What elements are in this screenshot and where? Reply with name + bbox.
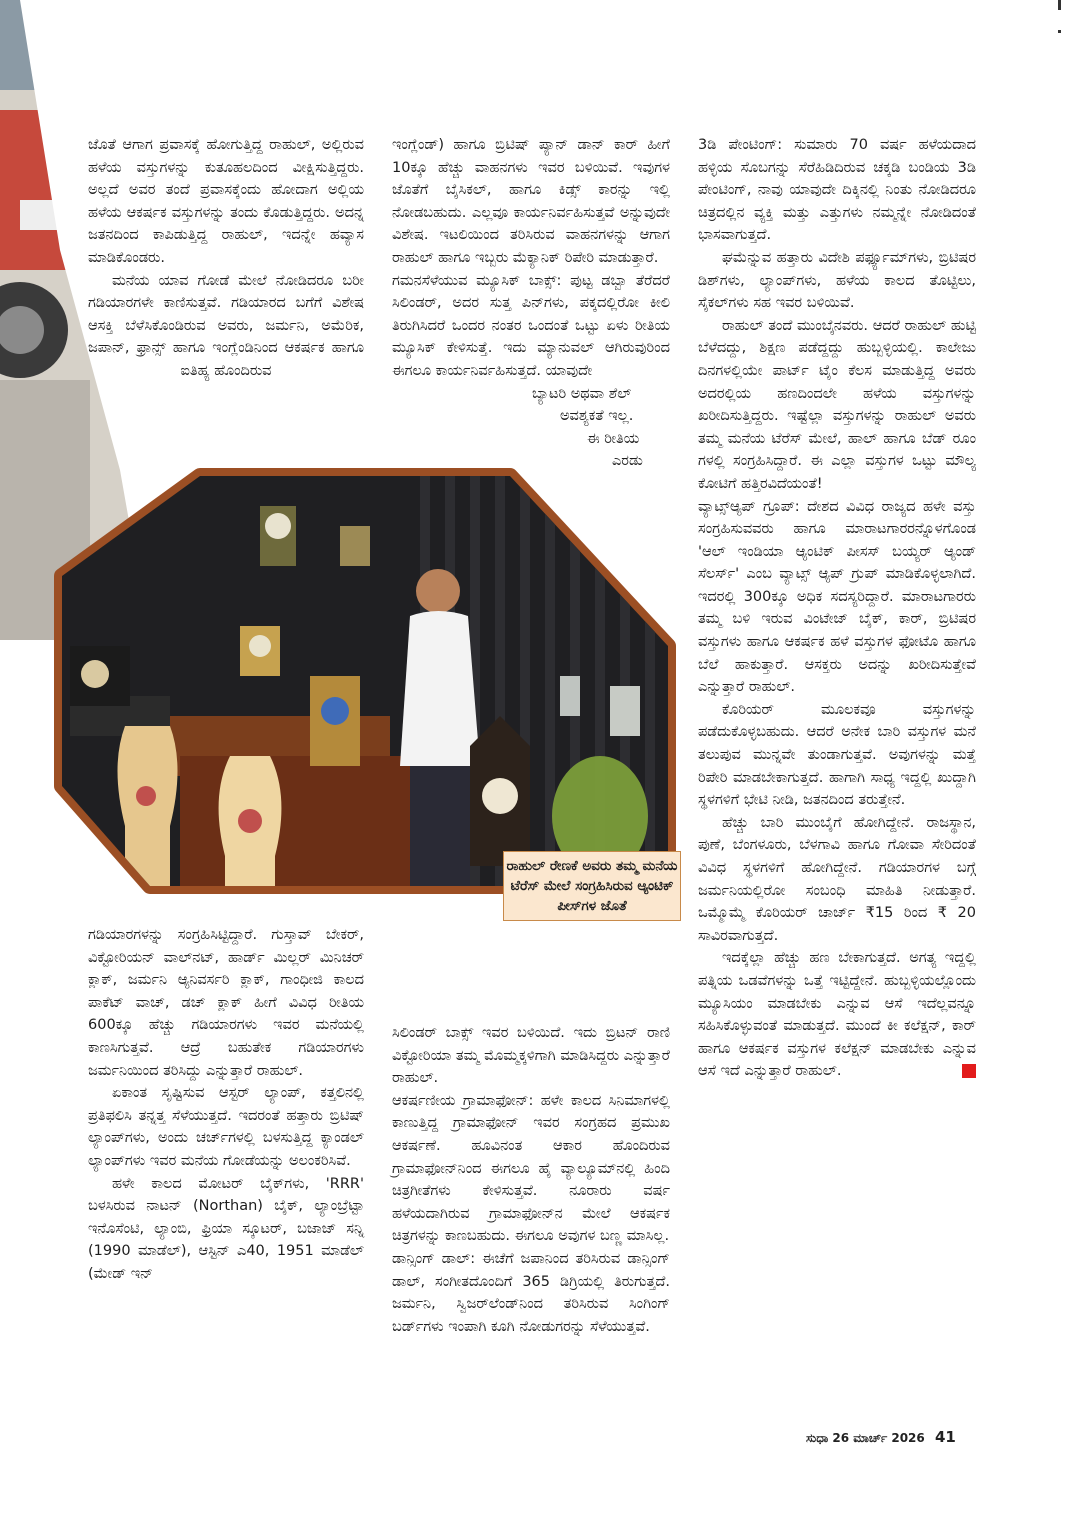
paragraph-wrap-line: ಬ್ಯಾಟರಿ ಅಥವಾ ಶೆಲ್ bbox=[532, 385, 632, 402]
crop-mark-icon bbox=[1058, 30, 1061, 33]
paragraph: ರಾಹುಲ್ ತಂದೆ ಮುಂಬೈನವರು. ಆದರೆ ರಾಹುಲ್ ಹುಟ್ಟಿ ಬೆಳೆದದ್ದು, ಶಿಕ್ಷಣ ಪಡೆದ್ದದ್ದು ಹುಬ್ಬಳ್ಳಿಯಲ್ಲಿ. ಕಾಲೇಜು ದಿನಗಳಲ್ಲಿಯೇ ಪಾರ್ಟ್ ಟೈಂ ಕೆಲಸ ಮಾಡುತ್ತಿದ್ದ ಅವರು ಅದರಲ್ಲಿಯ ಹಣದಿಂದಲೇ ಹಳೆಯ ವಸ್ತುಗಳನ್ನು ಖರೀದಿಸುತ್ತಿದ್ದರು. ಇಷ್ಟೆಲ್ಲಾ ವಸ್ತುಗಳನ್ನು ರಾಹುಲ್ ಅವರು ತಮ್ಮ ಮನೆಯ ಟೆರೆಸ್ ಮೇಲೆ, ಹಾಲ್ ಹಾಗೂ ಬೆಡ್ ರೂಂ ಗಳಲ್ಲಿ ಸಂಗ್ರಹಿಸಿದ್ದಾರೆ. ಈ ಎಲ್ಲಾ ವಸ್ತುಗಳ ಒಟ್ಟು ಮೌಲ್ಯ ಕೋಟಿಗೆ ಹತ್ತಿರವಿದೆಯಂತೆ! bbox=[698, 317, 976, 492]
paragraph-text: ಇದಕ್ಕೆಲ್ಲಾ ಹೆಚ್ಚು ಹಣ ಬೇಕಾಗುತ್ತದೆ. ಅಗತ್ಯ ಇದ್ದಲ್ಲಿ ಪತ್ನಿಯ ಒಡವೆಗಳನ್ನು ಒತ್ತೆ ಇಟ್ಟಿದ್ದೇನೆ. ಹುಬ್ಬಳ್ಳಿಯಲ್ಲೊಂದು ಮ್ಯೂಸಿಯಂ ಮಾಡಬೇಕು ಎನ್ನುವ ಆಸೆ ಇದೆಲ್ಲವನ್ನೂ ಸಹಿಸಿಕೊಳ್ಳುವಂತೆ ಮಾಡುತ್ತದೆ. ಮುಂದೆ ಕೀ ಕಲೆಕ್ಷನ್, ಕಾರ್ ಹಾಗೂ ಆಕರ್ಷಕ ವಸ್ತುಗಳ ಕಲೆಕ್ಷನ್ ಮಾಡಬೇಕು ಎನ್ನುವ ಆಸೆ ಇದೆ ಎನ್ನುತ್ತಾರೆ ರಾಹುಲ್. bbox=[698, 950, 976, 1080]
paragraph bbox=[698, 947, 976, 1083]
paragraph-3d-painting: 3ಡಿ ಪೇಂಟಿಂಗ್: ಸುಮಾರು 70 ವರ್ಷ ಹಳೆಯದಾದ ಹಳ್ಳಿಯ ಸೊಬಗನ್ನು ಸೆರೆಹಿಡಿದಿರುವ ಚಕ್ಕಡಿ ಬಂಡಿಯ 3ಡಿ ಪೇಂಟಿಂಗ್, ನಾವು ಯಾವುದೇ ದಿಕ್ಕಿನಲ್ಲಿ ನಿಂತು ನೋಡಿದರೂ ಚಿತ್ರದಲ್ಲಿನ ವ್ಯಕ್ತಿ ಮತ್ತು ಎತ್ತುಗಳು ನಮ್ಮನ್ನೇ ನೋಡಿದಂತೆ ಭಾಸವಾಗುತ್ತದೆ. bbox=[698, 137, 976, 244]
paragraph-gramophone: ಆಕರ್ಷಣೀಯ ಗ್ರಾಮಾಫೋನ್: ಹಳೇ ಕಾಲದ ಸಿನಿಮಾಗಳಲ್ಲಿ ಕಾಣುತ್ತಿದ್ದ ಗ್ರಾಮಾಫೋನ್ ಇವರ ಸಂಗ್ರಹದ ಪ್ರಮುಖ ಆಕರ್ಷಣೆ. ಹೂವಿನಂತ ಆಕಾರ ಹೊಂದಿರುವ ಗ್ರಾಮಾಫೋನ್‌ನಿಂದ ಈಗಲೂ ಹೈ ವ್ಯಾಲ್ಯೂಮ್‌ನಲ್ಲಿ ಹಿಂದಿ ಚಿತ್ರಗೀತೆಗಳು ಕೇಳಿಸುತ್ತವೆ. ನೂರಾರು ವರ್ಷ ಹಳೆಯದಾಗಿರುವ ಗ್ರಾಮಾಫೋನ್‌ನ ಮೇಲೆ ಆಕರ್ಷಕ ಚಿತ್ರಗಳನ್ನು ಕಾಣಬಹುದು. ಈಗಲೂ ಅವುಗಳ ಬಣ್ಣ ಮಾಸಿಲ್ಲ. bbox=[392, 1092, 670, 1245]
crop-mark-icon bbox=[1058, 0, 1061, 10]
page-footer bbox=[806, 1428, 956, 1446]
paragraph-whatsapp-group: ವ್ಯಾಟ್ಸ್‌ಆ್ಯಪ್ ಗ್ರೂಪ್: ದೇಶದ ವಿವಿಧ ರಾಜ್ಯದ ಹಳೇ ವಸ್ತು ಸಂಗ್ರಹಿಸುವವರು ಹಾಗೂ ಮಾರಾಟಗಾರರನ್ನೊಳಗೊಂಡ 'ಆಲ್ ಇಂಡಿಯಾ ಆ್ಯಂಟಿಕ್ ಪೀಸಸ್ ಬಯ್ಯರ್ ಆ್ಯಂಡ್ ಸೆಲರ್ಸ್' ಎಂಬ ವ್ಯಾಟ್ಸ್ ಆ್ಯಪ್ ಗ್ರುಪ್ ಮಾಡಿಕೊಳ್ಳಲಾಗಿದೆ. ಇದರಲ್ಲಿ 300ಕ್ಕೂ ಅಧಿಕ ಸದಸ್ಯರಿದ್ದಾರೆ. ಮಾರಾಟಗಾರರು ತಮ್ಮ ಬಳಿ ಇರುವ ವಿಂಟೇಜ್ ಬೈಕ್, ಕಾರ್, ಬ್ರಿಟಿಷರ ವಸ್ತುಗಳು ಹಾಗೂ ಆಕರ್ಷಕ ಹಳೆ ವಸ್ತುಗಳ ಫೋಟೊ ಹಾಗೂ ಬೆಲೆ ಹಾಕುತ್ತಾರೆ. ಆಸಕ್ತರು ಅದನ್ನು ಖರೀದಿಸುತ್ತೇವೆ ಎನ್ನುತ್ತಾರೆ ರಾಹುಲ್. bbox=[698, 498, 976, 696]
paragraph: ಹಳೇ ಕಾಲದ ಮೋಟರ್ ಬೈಕ್‌ಗಳು, 'RRR' ಬಳಸಿರುವ ನಾಟನ್ (Northan) ಬೈಕ್, ಲ್ಯಾಂಬ್ರೆಟ್ಟಾ ಇನೊಸೆಂಟಿ, ಲ್ಯಾಂಬಿ, ಫ್ರಿಯಾ ಸ್ಕೂಟರ್, ಬಜಾಜ್ ಸನ್ನಿ (1990 ಮಾಡೆಲ್), ಆಸ್ಟಿನ್ ಎ40, 1951 ಮಾಡೆಲ್ (ಮೇಡ್ ಇನ್ bbox=[88, 1175, 364, 1282]
paragraph: ಮನೆಯ ಯಾವ ಗೋಡೆ ಮೇಲೆ ನೋಡಿದರೂ ಬರೀ ಗಡಿಯಾರಗಳೇ ಕಾಣಿಸುತ್ತವೆ. ಗಡಿಯಾರದ ಬಗೆಗೆ ವಿಶೇಷ ಆಸಕ್ತಿ ಬೆಳೆಸಿಕೊಂಡಿರುವ ಅವರು, ಜರ್ಮನಿ, ಅಮೆರಿಕ, ಜಪಾನ್, ಫ್ರಾನ್ಸ್ ಹಾಗೂ ಇಂಗ್ಲೆಂಡಿನಿಂದ ಆಕರ್ಷಕ ಹಾಗೂ ಐತಿಹ್ಯ ಹೊಂದಿರುವ bbox=[88, 272, 364, 379]
paragraph: ಘಮೆನ್ನುವ ಹತ್ತಾರು ವಿದೇಶಿ ಪರ್ಫ್ಯೂಮ್‌ಗಳು, ಬ್ರಿಟಿಷರ ಡಿಶ್‌ಗಳು, ಲ್ಯಾಂಪ್‌ಗಳು, ಹಳೆಯ ಕಾಲದ ತೊಟ್ಟಿಲು, ಸೈಕಲ್‌ಗಳು ಸಹ ಇವರ ಬಳಿಯಿವೆ. bbox=[698, 249, 976, 312]
paragraph-music-box: ಗಮನಸೆಳೆಯುವ ಮ್ಯೂಸಿಕ್ ಬಾಕ್ಸ್: ಪುಟ್ಟ ಡಬ್ಬಾ ತೆರೆದರೆ ಸಿಲಿಂಡರ್, ಅದರ ಸುತ್ತ ಪಿನ್‌ಗಳು, ಪಕ್ಕದಲ್ಲಿರೋ ಕೀಲಿ ತಿರುಗಿಸಿದರೆ ಒಂದರ ನಂತರ ಒಂದಂತೆ ಒಟ್ಟು ಏಳು ರೀತಿಯ ಮ್ಯೂಸಿಕ್ ಕೇಳಿಸುತ್ತೆ. ಇದು ಮ್ಯಾನುವಲ್ ಆಗಿರುವುರಿಂದ ಈಗಲೂ ಕಾರ್ಯನಿರ್ವಹಿಸುತ್ತದೆ. ಯಾವುದೇ bbox=[392, 272, 670, 379]
paragraph: ಗಡಿಯಾರಗಳನ್ನು ಸಂಗ್ರಹಿಸಿಟ್ಟಿದ್ದಾರೆ. ಗುಸ್ತಾವ್ ಬೇಕರ್, ವಿಕ್ಟೋರಿಯನ್ ವಾಲ್‌ನಟ್, ಹಾರ್ಡ್ ಮಿಲ್ಲರ್ ಮಿನಿಚರ್ ಕ್ಲಾಕ್, ಜರ್ಮನಿ ಆ್ಯನಿವರ್ಸರಿ ಕ್ಲಾಕ್, ಗಾಂಧೀಜಿ ಕಾಲದ ಪಾಕೆಟ್ ವಾಚ್, ಡಚ್ ಕ್ಲಾಕ್ ಹೀಗೆ ವಿವಿಧ ರೀತಿಯ 600ಕ್ಕೂ ಹೆಚ್ಚು ಗಡಿಯಾರಗಳು ಇವರ ಮನೆಯಲ್ಲಿ ಕಾಣಸಿಗುತ್ತವೆ. ಆದ್ರೆ ಬಹುತೇಕ ಗಡಿಯಾರಗಳು ಜರ್ಮನಿಯಿಂದ ತರಿಸಿದ್ದು ಎನ್ನುತ್ತಾರೆ ರಾಹುಲ್. bbox=[88, 927, 364, 1079]
photo-caption: ರಾಹುಲ್ ರೇಣಕೆ ಅವರು ತಮ್ಮ ಮನೆಯ ಟೆರೆಸ್ ಮೇಲೆ ಸಂಗ್ರಹಿಸಿರುವ ಆ್ಯಂಟಿಕ್ ಪೀಸ್‌ಗಳ ಜೊತೆ bbox=[503, 851, 681, 921]
paragraph: ಇಂಗ್ಲೆಂಡ್) ಹಾಗೂ ಬ್ರಿಟಿಷ್ ಪ್ಯಾನ್ ಡಾನ್ ಕಾರ್ ಹೀಗೆ 10ಕ್ಕೂ ಹೆಚ್ಚು ವಾಹನಗಳು ಇವರ ಬಳಿಯಿವೆ. ಇವುಗಳ ಜೊತೆಗೆ ಬೈಸಿಕಲ್, ಹಾಗೂ ಕಿಡ್ಸ್ ಕಾರನ್ನು ಇಲ್ಲಿ ನೋಡಬಹುದು. ಎಲ್ಲವೂ ಕಾರ್ಯನಿರ್ವಹಿಸುತ್ತವೆ ಅನ್ನುವುದೇ ವಿಶೇಷ. ಇಟಲಿಯಿಂದ ತರಿಸಿರುವ ವಾಹನಗಳನ್ನು ಆಗಾಗ ರಾಹುಲ್ ಹಾಗೂ ಇಬ್ಬರು ಮೆಕ್ಯಾನಿಕ್ ರಿಪೇರಿ ಮಾಡುತ್ತಾರೆ. bbox=[392, 137, 670, 266]
paragraph: ಏಕಾಂತ ಸೃಷ್ಟಿಸುವ ಆಸ್ಟರ್ ಲ್ಯಾಂಪ್, ಕತ್ತಲಿನಲ್ಲಿ ಪ್ರತಿಫಲಿಸಿ ತನ್ನತ್ತ ಸೆಳೆಯುತ್ತದೆ. ಇದರಂತೆ ಹತ್ತಾರು ಬ್ರಿಟಿಷ್ ಲ್ಯಾಂಪ್‌ಗಳು, ಅಂದು ಚರ್ಚ್‌ಗಳಲ್ಲಿ ಬಳಸುತ್ತಿದ್ದ ಕ್ಯಾಂಡಲ್ ಲ್ಯಾಂಪ್‌ಗಳು ಇವರ ಮನೆಯ ಗೋಡೆಯನ್ನು ಅಲಂಕರಿಸಿವೆ. bbox=[88, 1085, 364, 1169]
paragraph: ಕೊರಿಯರ್ ಮೂಲಕವೂ ವಸ್ತುಗಳನ್ನು ಪಡೆದುಕೊಳ್ಳಬಹುದು. ಆದರೆ ಅನೇಕ ಬಾರಿ ವಸ್ತುಗಳ ಮನೆ ತಲುಪುವ ಮುನ್ನವೇ ತುಂಡಾಗುತ್ತವೆ. ಅವುಗಳನ್ನು ಮತ್ತೆ ರಿಪೇರಿ ಮಾಡಬೇಕಾಗುತ್ತದೆ. ಹಾಗಾಗಿ ಸಾಧ್ಯ ಇದ್ದಲ್ಲಿ ಖುದ್ದಾಗಿ ಸ್ಥಳಗಳಿಗೆ ಭೇಟಿ ನೀಡಿ, ಜತನದಿಂದ ತರುತ್ತೇನೆ. bbox=[698, 701, 976, 809]
column-1-top bbox=[88, 134, 364, 383]
page-number: 41 bbox=[934, 1428, 956, 1446]
column-2-bottom bbox=[392, 1022, 670, 1338]
paragraph-wrap-line: ಎರಡು bbox=[612, 453, 643, 470]
paragraph: ಹೆಚ್ಚು ಬಾರಿ ಮುಂಬೈಗೆ ಹೋಗಿದ್ದೇನೆ. ರಾಜಸ್ಥಾನ, ಪುಣೆ, ಬೆಂಗಳೂರು, ಬೆಳಗಾವಿ ಹಾಗೂ ಗೋವಾ ಸೇರಿದಂತೆ ವಿವಿಧ ಸ್ಥಳಗಳಿಗೆ ಹೋಗಿದ್ದೇನೆ. ಗಡಿಯಾರಗಳ ಬಗ್ಗೆ ಜರ್ಮನಿಯಲ್ಲಿರೋ ಸಂಬಂಧಿ ಮಾಹಿತಿ ನೀಡುತ್ತಾರೆ. ಒಮ್ಮೊಮ್ಮೆ ಕೊರಿಯರ್ ಚಾರ್ಜ್ ₹15 ರಿಂದ ₹ 20 ಸಾವಿರವಾಗುತ್ತದೆ. bbox=[698, 814, 976, 944]
end-mark-icon bbox=[962, 1064, 976, 1078]
column-1-bottom bbox=[88, 924, 364, 1286]
paragraph-wrap-line: ಈ ರೀತಿಯ bbox=[587, 430, 640, 447]
column-3 bbox=[698, 134, 976, 1083]
column-2-top bbox=[392, 134, 670, 473]
paragraph: ಜೊತೆ ಆಗಾಗ ಪ್ರವಾಸಕ್ಕೆ ಹೋಗುತ್ತಿದ್ದ ರಾಹುಲ್, ಅಲ್ಲಿರುವ ಹಳೆಯ ವಸ್ತುಗಳನ್ನು ಕುತೂಹಲದಿಂದ ವೀಕ್ಷಿಸುತ್ತಿದ್ದರು. ಅಲ್ಲದೆ ಅವರ ತಂದೆ ಪ್ರವಾಸಕ್ಕೆಂದು ಹೋದಾಗ ಅಲ್ಲಿಯ ಹಳೆಯ ಆಕರ್ಷಕ ವಸ್ತುಗಳನ್ನು ತಂದು ಕೊಡುತ್ತಿದ್ದರು. ಅದನ್ನ ಜತನದಿಂದ ಕಾಪಿಡುತ್ತಿದ್ದ ರಾಹುಲ್, ಇದನ್ನೇ ಹವ್ಯಾಸ ಮಾಡಿಕೊಂಡರು. bbox=[88, 137, 364, 266]
paragraph: ಸಿಲಿಂಡರ್ ಬಾಕ್ಸ್ ಇವರ ಬಳಿಯಿದೆ. ಇದು ಬ್ರಿಟನ್ ರಾಣಿ ವಿಕ್ಟೋರಿಯಾ ತಮ್ಮ ಮೊಮ್ಮಕ್ಕಳಿಗಾಗಿ ಮಾಡಿಸಿದ್ದರು ಎನ್ನುತ್ತಾರೆ ರಾಹುಲ್. bbox=[392, 1025, 670, 1087]
paragraph-wrap-line: ಅವಶ್ಯಕತೆ ಇಲ್ಲ. bbox=[560, 408, 634, 425]
paragraph-dancing-doll: ಡಾನ್ಸಿಂಗ್ ಡಾಲ್: ಈಚೆಗೆ ಜಪಾನಿಂದ ತರಿಸಿರುವ ಡಾನ್ಸಿಂಗ್ ಡಾಲ್, ಸಂಗೀತದೊಂದಿಗೆ 365 ಡಿಗ್ರಿಯಲ್ಲಿ ತಿರುಗುತ್ತದೆ. ಜರ್ಮನಿ, ಸ್ವಿಜರ್‌ಲೆಂಡ್‌ನಿಂದ ತರಿಸಿರುವ ಸಿಂಗಿಂಗ್ ಬರ್ಡ್‌ಗಳು ಇಂಪಾಗಿ ಕೂಗಿ ನೋಡುಗರನ್ನು ಸೆಳೆಯುತ್ತವೆ. bbox=[392, 1250, 670, 1335]
issue-label: ಸುಧಾ 26 ಮಾರ್ಚ್ 2026 bbox=[806, 1431, 925, 1445]
